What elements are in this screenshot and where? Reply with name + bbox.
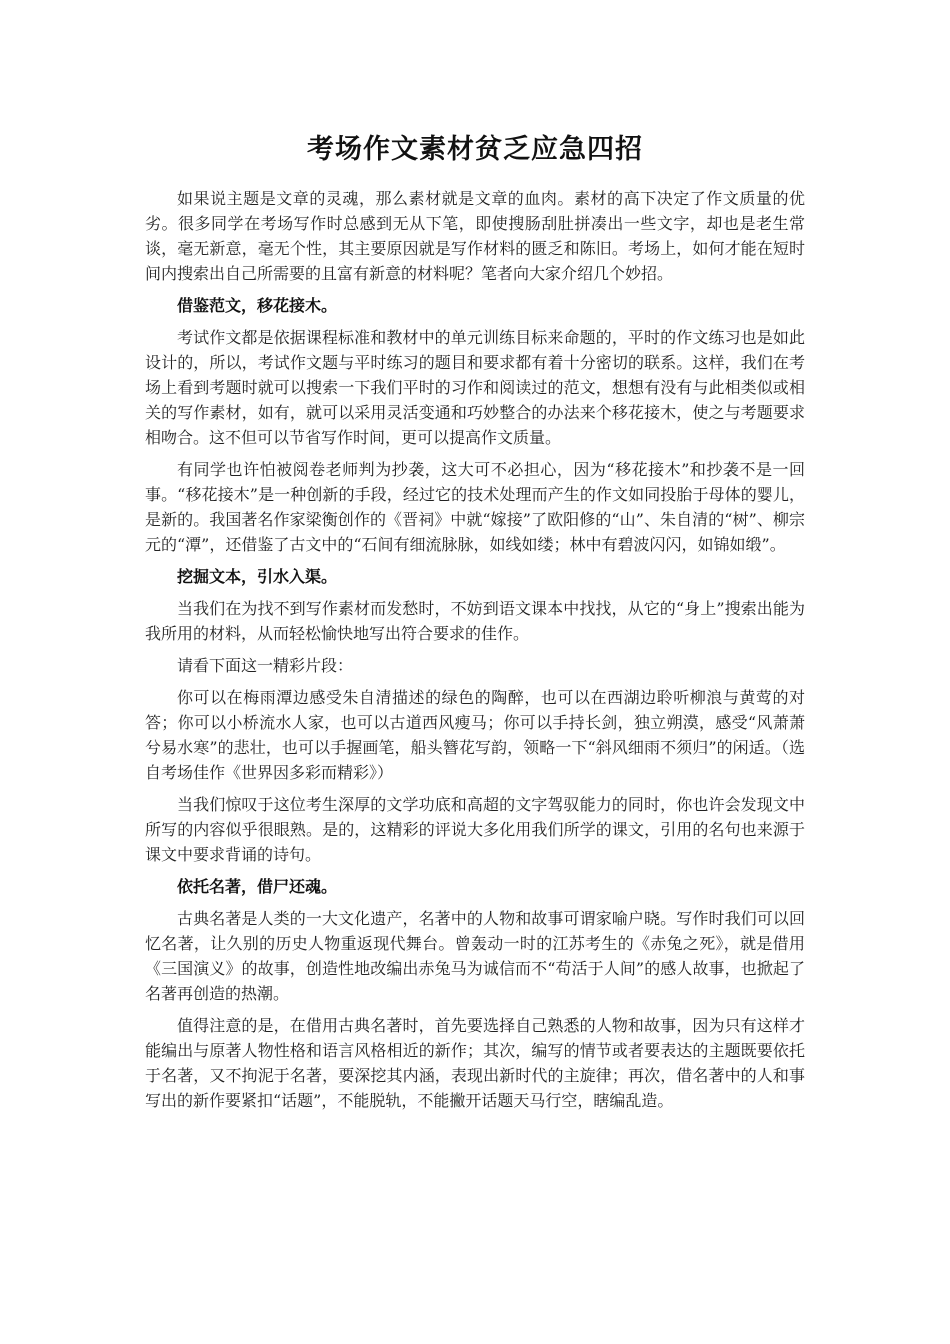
section-heading-1: 借鉴范文，移花接木。: [177, 296, 338, 315]
body-paragraph: 有同学也许怕被阅卷老师判为抄袭，这大可不必担心，因为“移花接木”和抄袭不是一回事。“移花接木”是一种创新的手段，经过它的技术处理而产生的作文如同投胎于母体的婴儿，是新的。我国著名作家梁衡创作的《晋祠》中就“嫁接”了欧阳修的“山”、朱自清的“树”、柳宗元的“潭”，还借鉴了古文中的“石间有细流脉脉，如线如缕；林中有碧波闪闪，如锦如缎”。: [145, 460, 805, 554]
body-paragraph: 古典名著是人类的一大文化遗产，名著中的人物和故事可谓家喻户晓。写作时我们可以回忆名著，让久别的历史人物重返现代舞台。曾轰动一时的江苏考生的《赤兔之死》，就是借用《三国演义》的故事，创造性地改编出赤兔马为诚信而不“苟活于人间”的感人故事，也掀起了名著再创造的热潮。: [145, 909, 805, 1003]
section-heading-2: 挖掘文本，引水入渠。: [177, 567, 338, 586]
body-paragraph: 值得注意的是，在借用古典名著时，首先要选择自己熟悉的人物和故事，因为只有这样才能编出与原著人物性格和语言风格相近的新作；其次，编写的情节或者要表达的主题既要依托于名著，又不拘泥于名著，要深挖其内涵，表现出新时代的主旋律；再次，借名著中的人和事写出的新作要紧扣“话题”，不能脱轨，不能撇开话题天马行空，瞎编乱造。: [145, 1016, 805, 1110]
body-paragraph: 当我们在为找不到写作素材而发愁时，不妨到语文课本中找找，从它的“身上”搜索出能为我所用的材料，从而轻松愉快地写出符合要求的佳作。: [145, 599, 805, 643]
document-page: [145, 130, 805, 1120]
quoted-excerpt: 你可以在梅雨潭边感受朱自清描述的绿色的陶醉，也可以在西湖边聆听柳浪与黄莺的对答；你可以小桥流水人家，也可以古道西风瘦马；你可以手持长剑，独立朔漠，感受“风萧萧兮易水寒”的悲壮，也可以手握画笔，船头簪花写韵，领略一下“斜风细雨不须归”的闲适。（选自考场佳作《世界因多彩而精彩》）: [145, 688, 805, 782]
section-heading-3: 依托名著，借尸还魂。: [177, 877, 338, 896]
body-paragraph: 考试作文都是依据课程标准和教材中的单元训练目标来命题的，平时的作文练习也是如此设计的，所以，考试作文题与平时练习的题目和要求都有着十分密切的联系。这样，我们在考场上看到考题时就可以搜索一下我们平时的习作和阅读过的范文，想想有没有与此相类似或相关的写作素材，如有，就可以采用灵活变通和巧妙整合的办法来个移花接木，使之与考题要求相吻合。这不但可以节省写作时间，更可以提高作文质量。: [145, 328, 805, 447]
document-title: 考场作文素材贫乏应急四招: [307, 134, 643, 165]
body-paragraph: 请看下面这一精彩片段：: [177, 656, 354, 675]
intro-paragraph: 如果说主题是文章的灵魂，那么素材就是文章的血肉。素材的高下决定了作文质量的优劣。很多同学在考场写作时总感到无从下笔，即使搜肠刮肚拼凑出一些文字，却也是老生常谈，毫无新意，毫无个性，其主要原因就是写作材料的匮乏和陈旧。考场上，如何才能在短时间内搜索出自己所需要的且富有新意的材料呢？笔者向大家介绍几个妙招。: [145, 189, 805, 283]
body-paragraph: 当我们惊叹于这位考生深厚的文学功底和高超的文字驾驭能力的同时，你也许会发现文中所写的内容似乎很眼熟。是的，这精彩的评说大多化用我们所学的课文，引用的名句也来源于课文中要求背诵的诗句。: [145, 795, 805, 864]
